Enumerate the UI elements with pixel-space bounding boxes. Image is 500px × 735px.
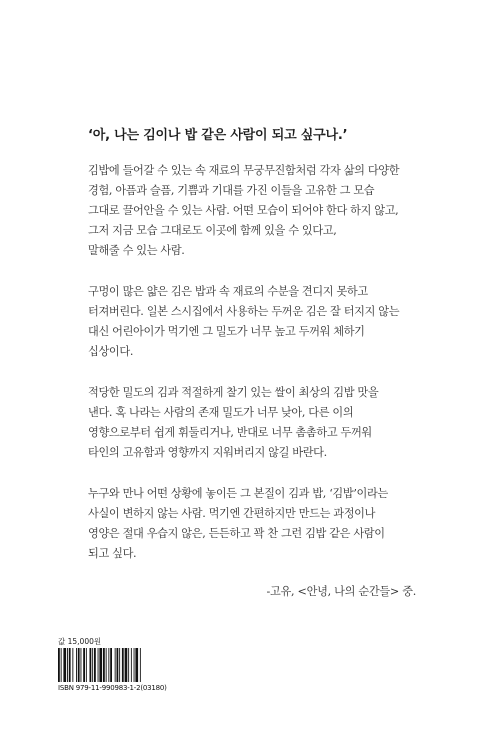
text-line: 사실이 변하지 않는 사람. 먹기엔 간편하지만 만드는 과정이나 [88,507,376,520]
text-line: 경험, 아픔과 슬픔, 기쁨과 기대를 가진 이들을 고유한 그 모습 [88,184,375,197]
headline-quote: ‘아, 나는 김이나 밥 같은 사람이 되고 싶구나.’ [88,128,348,143]
paragraph-3 [88,383,428,463]
barcode-bar [94,648,96,682]
barcode-bar [131,648,132,682]
barcode-bar [90,648,92,682]
barcode-bar [117,648,119,682]
back-cover-text [88,124,428,599]
barcode-bar [58,648,60,682]
barcode-bar [108,648,109,682]
paragraph-2 [88,282,428,362]
barcode-bar [122,648,124,682]
barcode-bar [125,648,128,682]
text-line: 적당한 밀도의 김과 적절하게 찰기 있는 쌀이 최상의 김밥 맛을 [88,386,379,399]
paragraph-4 [88,484,428,564]
price-label: 값 15,000원 [58,637,102,646]
isbn-number: ISBN 979-11-990983-1-2(03180) [58,684,167,692]
text-line: 대신 어린아이가 먹기엔 그 밀도가 너무 높고 두꺼워 체하기 [88,325,365,338]
signature-citation: -고유, <안녕, 나의 순간들> 중. [266,585,416,598]
text-line: 누구와 만나 어떤 상황에 놓이든 그 본질이 김과 밥, ‘김밥’이라는 [88,487,388,500]
text-line: 영향으로부터 쉽게 휘둘리거나, 반대로 너무 촘촘하고 두꺼워 [88,426,372,439]
barcode-bar [83,648,85,682]
barcode-bar [110,648,112,682]
barcode-bar [81,648,82,682]
barcode-bar [63,648,66,682]
barcode-bar [86,648,87,682]
barcode-bar [69,648,71,682]
text-line: 타인의 고유함과 영향까지 지워버리지 않길 바란다. [88,446,327,459]
barcode-bar [76,648,77,682]
text-line: 되고 싶다. [88,547,137,560]
text-line: 말해줄 수 있는 사람. [88,244,185,257]
barcode-bar [103,648,105,682]
barcode-bar [98,648,99,682]
barcode-bar [140,648,141,682]
barcode-block [58,648,168,692]
text-line: 터져버린다. 일본 스시집에서 사용하는 두꺼운 김은 잘 터지지 않는 [88,305,400,318]
text-line: 영양은 절대 우습지 않은, 든든하고 꽉 찬 그런 김밥 같은 사람이 [88,527,385,540]
text-line: 십상이다. [88,345,134,358]
barcode-bar [78,648,80,682]
barcode-bar [135,648,138,682]
barcode-icon [58,648,168,682]
barcode-bar [134,648,135,682]
barcode-bar [119,648,120,682]
barcode-bar [115,648,116,682]
barcode-bar [99,648,102,682]
text-line: 그저 지금 모습 그대로도 이곳에 함께 있을 수 있다고, [88,224,337,237]
barcode-bar [92,648,93,682]
barcode-bar [128,648,129,682]
text-line: 김밥에 들어갈 수 있는 속 재료의 무궁무진함처럼 각자 삶의 다양한 [88,164,400,177]
barcode-bar [61,648,62,682]
text-line: 그대로 끌어안을 수 있는 사람. 어떤 모습이 되어야 한다 하지 않고, [88,204,399,217]
barcode-bar [72,648,73,682]
barcode-bar [106,648,107,682]
barcode-bar [67,648,68,682]
text-line: 구멍이 많은 얇은 김은 밥과 속 재료의 수분을 견디지 못하고 [88,285,368,298]
text-line: 낸다. 혹 나라는 사람의 존재 밀도가 너무 낮아, 다른 이의 [88,406,354,419]
paragraph-1 [88,161,428,261]
